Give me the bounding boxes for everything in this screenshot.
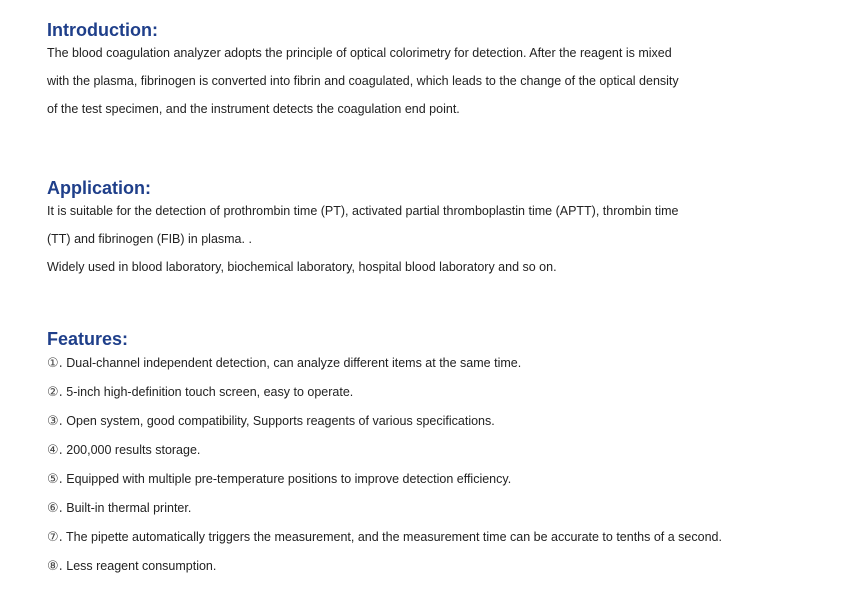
feature-number-marker: ⑦. xyxy=(47,530,63,545)
feature-item xyxy=(47,552,837,581)
application-line-2: (TT) and fibrinogen (FIB) in plasma. . xyxy=(47,232,252,246)
feature-number-marker: ⑥. xyxy=(47,501,63,516)
feature-item xyxy=(47,465,837,494)
feature-number-marker: ⑤. xyxy=(47,472,63,487)
feature-item xyxy=(47,523,837,552)
feature-item xyxy=(47,378,837,407)
application-line-1: It is suitable for the detection of prothrombin time (PT), activated partial thromboplastin time (APTT), thrombin time xyxy=(47,204,679,218)
feature-text: Built-in thermal printer. xyxy=(62,501,192,515)
feature-text: 200,000 results storage. xyxy=(62,443,201,457)
feature-number-marker: ⑧. xyxy=(47,559,63,574)
feature-item xyxy=(47,494,837,523)
introduction-section xyxy=(47,20,837,123)
introduction-line-2: with the plasma, fibrinogen is converted into fibrin and coagulated, which leads to the change of the optical density xyxy=(47,74,679,88)
features-list xyxy=(47,349,837,581)
application-line-3: Widely used in blood laboratory, biochemical laboratory, hospital blood laboratory and so on. xyxy=(47,260,557,274)
feature-text: Dual-channel independent detection, can analyze different items at the same time. xyxy=(62,356,522,370)
feature-text: Equipped with multiple pre-temperature positions to improve detection efficiency. xyxy=(62,472,512,486)
feature-text: 5-inch high-definition touch screen, easy to operate. xyxy=(62,385,354,399)
feature-item xyxy=(47,407,837,436)
introduction-heading: Introduction: xyxy=(47,20,158,40)
features-heading: Features: xyxy=(47,329,129,349)
feature-text: Less reagent consumption. xyxy=(62,559,217,573)
application-heading: Application: xyxy=(47,178,151,198)
feature-number-marker: ①. xyxy=(47,356,63,371)
introduction-line-3: of the test specimen, and the instrument detects the coagulation end point. xyxy=(47,102,460,116)
application-section xyxy=(47,178,837,281)
feature-text: Open system, good compatibility, Supports reagents of various specifications. xyxy=(62,414,495,428)
feature-number-marker: ④. xyxy=(47,443,63,458)
feature-item xyxy=(47,436,837,465)
feature-number-marker: ③. xyxy=(47,414,63,429)
features-section xyxy=(47,329,837,581)
feature-text: The pipette automatically triggers the measurement, and the measurement time can be accurate to tenths of a second. xyxy=(62,530,722,544)
feature-number-marker: ②. xyxy=(47,385,63,400)
introduction-line-1: The blood coagulation analyzer adopts the principle of optical colorimetry for detection. After the reagent is mixed xyxy=(47,46,672,60)
feature-item xyxy=(47,349,837,378)
